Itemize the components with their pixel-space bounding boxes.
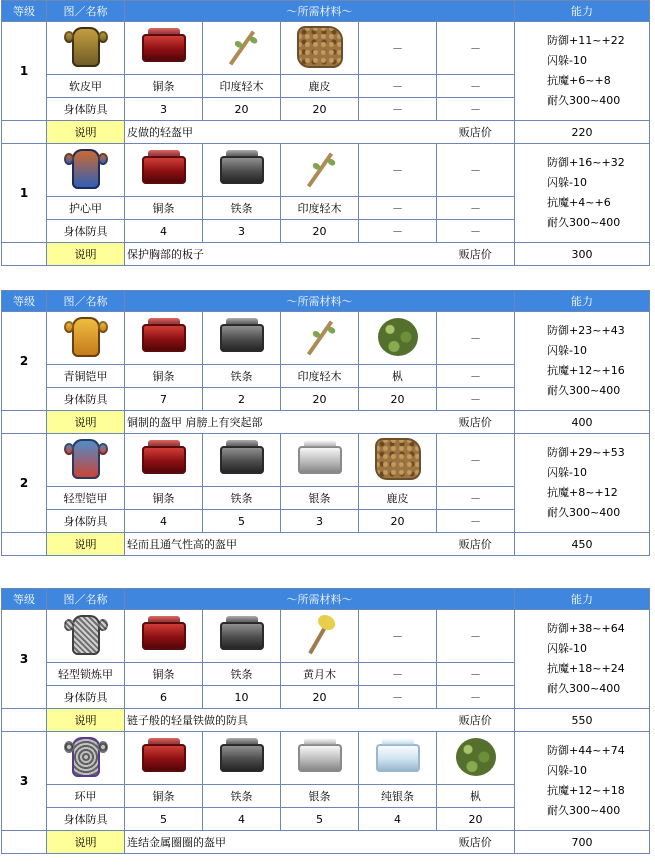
material-name: 铜条 [125,75,203,98]
stat-line: 抗魔+12~+18 [547,784,625,797]
material-name: 铁条 [203,785,281,808]
item-level: 3 [2,610,47,709]
item-desc-row [2,243,650,266]
material-qty: 3 [203,220,281,243]
material-icon-cell [281,434,359,487]
material-icon-cell-empty: － [437,144,515,197]
item-description: 皮做的轻盔甲 [125,121,437,144]
stat-line: 闪躲-10 [547,642,588,655]
bronze-armor-icon [60,314,112,360]
item-level: 3 [2,732,47,831]
indian-wood-icon [216,24,268,70]
material-qty: 4 [125,510,203,533]
shop-price-label: 贩店价 [437,121,515,144]
material-icon-cell [281,144,359,197]
material-qty: － [359,686,437,709]
stat-line: 抗魔+8~+12 [547,486,618,499]
iron-bar-icon [216,436,268,482]
material-qty: 20 [203,98,281,121]
armor-image-cell [47,22,125,75]
table-header [2,1,650,22]
stat-line: 防御+11~+22 [547,34,625,47]
material-name: 印度轻木 [281,365,359,388]
item-type: 身体防具 [47,220,125,243]
armor-table [1,290,650,556]
material-icon-cell [203,434,281,487]
copper-bar-icon [138,612,190,658]
material-icon-cell [281,610,359,663]
material-name: － [359,197,437,220]
material-qty: 20 [281,220,359,243]
material-qty: 5 [281,808,359,831]
fir-branch-icon [372,314,424,360]
armor-image-cell [47,434,125,487]
material-qty: 4 [125,220,203,243]
item-level: 2 [2,434,47,533]
item-stats [515,22,650,121]
silver-bar-icon [294,734,346,780]
material-name: 铜条 [125,663,203,686]
item-name: 护心甲 [47,197,125,220]
item-icon-row [2,434,650,487]
item-type: 身体防具 [47,808,125,831]
material-qty: － [437,220,515,243]
material-name: 铜条 [125,785,203,808]
item-description: 轻而且通气性高的盔甲 [125,533,437,556]
material-qty: 7 [125,388,203,411]
material-qty: 20 [437,808,515,831]
header-level: 等级 [2,1,47,22]
item-name: 青铜铠甲 [47,365,125,388]
material-name: － [437,75,515,98]
stat-line: 闪躲-10 [547,176,588,189]
material-name: 枞 [359,365,437,388]
material-qty: 10 [203,686,281,709]
material-qty: － [437,510,515,533]
item-description: 保护胸部的板子 [125,243,437,266]
desc-label: 说明 [47,709,125,732]
copper-bar-icon [138,24,190,70]
item-desc-row [2,709,650,732]
material-name: 铁条 [203,197,281,220]
material-icon-cell [437,732,515,785]
item-icon-row [2,144,650,197]
leather-armor-icon [60,24,112,70]
material-qty: 4 [203,808,281,831]
material-icon-cell-empty: － [359,144,437,197]
deer-hide-icon [294,24,346,70]
material-qty: 20 [281,686,359,709]
shop-price-label: 贩店价 [437,411,515,434]
item-description: 链子般的轻量铁做的防具 [125,709,437,732]
header-image-name: 图／名称 [47,589,125,610]
material-qty: － [359,220,437,243]
material-icon-cell [281,312,359,365]
material-icon-cell [359,434,437,487]
material-name: 铁条 [203,365,281,388]
header-materials: ～所需材料～ [125,1,515,22]
material-icon-cell [281,22,359,75]
material-icon-cell [203,732,281,785]
armor-image-cell [47,610,125,663]
stat-line: 闪躲-10 [547,466,588,479]
material-name: 银条 [281,487,359,510]
copper-bar-icon [138,146,190,192]
header-materials: ～所需材料～ [125,589,515,610]
desc-label: 说明 [47,533,125,556]
material-name: － [437,663,515,686]
material-icon-cell [125,610,203,663]
material-qty: － [437,98,515,121]
material-qty: 4 [359,808,437,831]
item-description: 铜制的盔甲 肩膀上有突起部 [125,411,437,434]
material-icon-cell-empty: － [437,22,515,75]
item-type: 身体防具 [47,686,125,709]
deer-hide-icon [372,436,424,482]
header-level: 等级 [2,589,47,610]
item-stats [515,610,650,709]
copper-bar-icon [138,314,190,360]
material-icon-cell [203,144,281,197]
header-image-name: 图／名称 [47,1,125,22]
material-qty: 5 [203,510,281,533]
yellow-moon-wood-icon [294,612,346,658]
copper-bar-icon [138,734,190,780]
material-icon-cell [125,732,203,785]
material-name: － [437,487,515,510]
stat-line: 耐久300~400 [547,682,621,695]
item-desc-row [2,533,650,556]
desc-label: 说明 [47,411,125,434]
stat-line: 闪躲-10 [547,344,588,357]
material-qty: － [437,686,515,709]
material-name: － [437,197,515,220]
stat-line: 抗魔+6~+8 [547,74,611,87]
shop-price-label: 贩店价 [437,533,515,556]
desc-label: 说明 [47,243,125,266]
material-name: － [359,663,437,686]
shop-price-label: 贩店价 [437,709,515,732]
stat-line: 抗魔+4~+6 [547,196,611,209]
light-armor-icon [60,436,112,482]
breastplate-icon [60,146,112,192]
item-name: 软皮甲 [47,75,125,98]
stat-line: 防御+16~+32 [547,156,625,169]
table-header [2,589,650,610]
desc-label: 说明 [47,831,125,854]
iron-bar-icon [216,146,268,192]
material-icon-cell [125,312,203,365]
material-icon-cell [359,312,437,365]
table-header [2,291,650,312]
item-stats [515,434,650,533]
material-icon-cell-empty: － [437,312,515,365]
item-price: 220 [515,121,650,144]
material-name: 铜条 [125,365,203,388]
copper-bar-icon [138,436,190,482]
material-name: 鹿皮 [359,487,437,510]
material-qty: 20 [359,510,437,533]
material-qty: － [359,98,437,121]
item-price: 450 [515,533,650,556]
material-name: － [359,75,437,98]
item-stats [515,312,650,411]
material-name: 鹿皮 [281,75,359,98]
material-qty: 3 [281,510,359,533]
item-stats [515,732,650,831]
iron-bar-icon [216,314,268,360]
header-image-name: 图／名称 [47,291,125,312]
stat-line: 耐久300~400 [547,384,621,397]
item-description: 连结金属圈圈的盔甲 [125,831,437,854]
material-name: － [437,365,515,388]
material-icon-cell-empty: － [359,22,437,75]
material-qty: 6 [125,686,203,709]
material-icon-cell [281,732,359,785]
item-name: 轻型铠甲 [47,487,125,510]
header-ability: 能力 [515,291,650,312]
material-icon-cell-empty: － [359,610,437,663]
item-icon-row [2,732,650,785]
item-name: 环甲 [47,785,125,808]
item-price: 700 [515,831,650,854]
material-icon-cell-empty: － [437,610,515,663]
armor-image-cell [47,732,125,785]
material-name: 黄月木 [281,663,359,686]
stat-line: 耐久300~400 [547,216,621,229]
stat-line: 防御+23~+43 [547,324,625,337]
material-name: 枞 [437,785,515,808]
material-name: 铁条 [203,487,281,510]
material-icon-cell [125,434,203,487]
shop-price-label: 贩店价 [437,831,515,854]
header-ability: 能力 [515,589,650,610]
item-icon-row [2,312,650,365]
material-name: 铜条 [125,197,203,220]
item-price: 400 [515,411,650,434]
material-icon-cell [359,732,437,785]
material-icon-cell-empty: － [437,434,515,487]
header-level: 等级 [2,291,47,312]
material-name: 银条 [281,785,359,808]
material-qty: 20 [281,388,359,411]
indian-wood-icon [294,314,346,360]
material-name: 纯银条 [359,785,437,808]
header-materials: ～所需材料～ [125,291,515,312]
armor-table [1,0,650,266]
item-price: 300 [515,243,650,266]
item-desc-row [2,411,650,434]
material-icon-cell [125,144,203,197]
header-ability: 能力 [515,1,650,22]
shop-price-label: 贩店价 [437,243,515,266]
item-desc-row [2,121,650,144]
armor-table [1,588,650,854]
stat-line: 抗魔+18~+24 [547,662,625,675]
material-qty: 2 [203,388,281,411]
stat-line: 耐久300~400 [547,804,621,817]
material-name: 铜条 [125,487,203,510]
item-icon-row [2,22,650,75]
material-name: 印度轻木 [203,75,281,98]
item-price: 550 [515,709,650,732]
item-level: 1 [2,144,47,243]
material-icon-cell [203,312,281,365]
silver-bar-icon [294,436,346,482]
iron-bar-icon [216,612,268,658]
item-level: 2 [2,312,47,411]
fir-branch-icon [450,734,502,780]
stat-line: 闪躲-10 [547,764,588,777]
item-level: 1 [2,22,47,121]
item-icon-row [2,610,650,663]
stat-line: 耐久300~400 [547,506,621,519]
stat-line: 防御+44~+74 [547,744,625,757]
item-name: 轻型锁炼甲 [47,663,125,686]
material-qty: 3 [125,98,203,121]
indian-wood-icon [294,146,346,192]
stat-line: 防御+29~+53 [547,446,625,459]
armor-image-cell [47,312,125,365]
iron-bar-icon [216,734,268,780]
material-qty: － [437,388,515,411]
armor-image-cell [47,144,125,197]
desc-label: 说明 [47,121,125,144]
material-name: 铁条 [203,663,281,686]
item-desc-row [2,831,650,854]
material-name: 印度轻木 [281,197,359,220]
stat-line: 防御+38~+64 [547,622,625,635]
item-type: 身体防具 [47,510,125,533]
chainmail-icon [60,612,112,658]
material-qty: 20 [281,98,359,121]
item-type: 身体防具 [47,388,125,411]
material-icon-cell [203,22,281,75]
ring-armor-icon [60,734,112,780]
stat-line: 耐久300~400 [547,94,621,107]
material-qty: 20 [359,388,437,411]
item-type: 身体防具 [47,98,125,121]
stat-line: 闪躲-10 [547,54,588,67]
material-icon-cell [203,610,281,663]
material-qty: 5 [125,808,203,831]
stat-line: 抗魔+12~+16 [547,364,625,377]
pure-silver-bar-icon [372,734,424,780]
material-icon-cell [125,22,203,75]
item-stats [515,144,650,243]
